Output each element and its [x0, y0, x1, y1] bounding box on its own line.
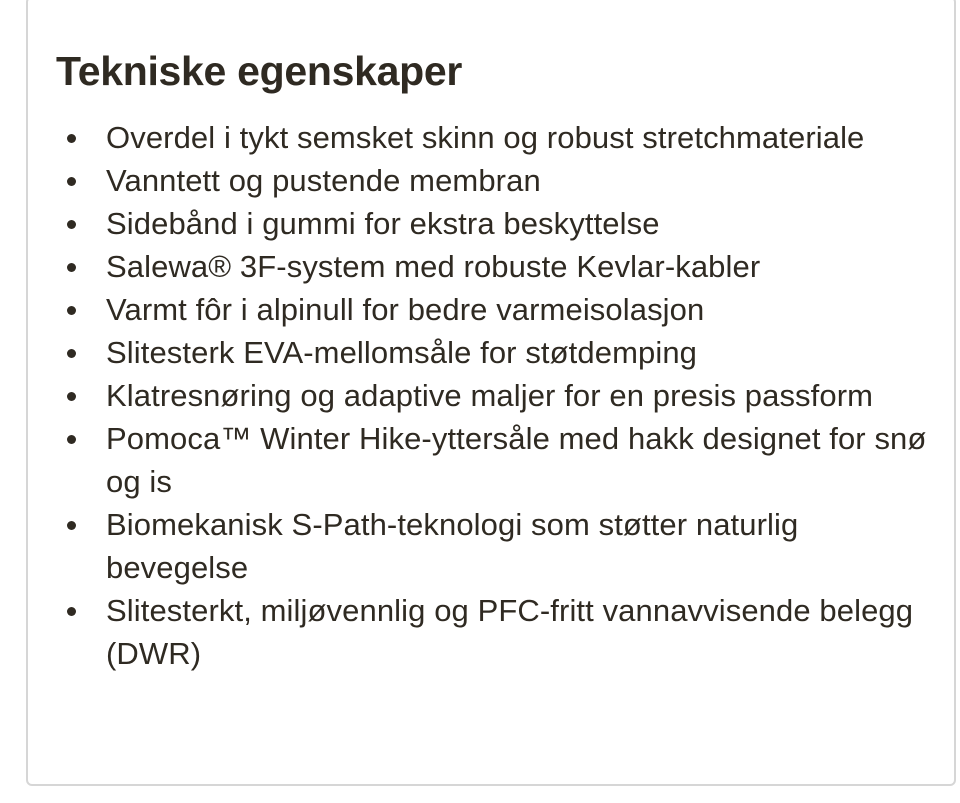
feature-text: Vanntett og pustende membran — [106, 163, 541, 198]
feature-item — [56, 159, 936, 202]
feature-item — [56, 116, 936, 159]
feature-item — [56, 417, 936, 503]
bullet-icon — [67, 521, 76, 530]
bullet-icon — [67, 607, 76, 616]
bullet-icon — [67, 220, 76, 229]
feature-text: Salewa® 3F-system med robuste Kevlar-kabler — [106, 249, 761, 284]
section-title: Tekniske egenskaper — [56, 48, 463, 94]
features-list — [56, 116, 936, 675]
technical-features-card — [26, 0, 956, 786]
bullet-icon — [67, 177, 76, 186]
feature-text: Biomekanisk S-Path-teknologi som støtter naturlig bevegelse — [106, 507, 799, 585]
feature-text: Sidebånd i gummi for ekstra beskyttelse — [106, 206, 660, 241]
bullet-icon — [67, 435, 76, 444]
bullet-icon — [67, 306, 76, 315]
feature-item — [56, 202, 936, 245]
bullet-icon — [67, 392, 76, 401]
feature-text: Overdel i tykt semsket skinn og robust stretchmateriale — [106, 120, 865, 155]
feature-item — [56, 288, 936, 331]
feature-item — [56, 374, 936, 417]
bullet-icon — [67, 263, 76, 272]
feature-text: Varmt fôr i alpinull for bedre varmeisolasjon — [106, 292, 705, 327]
feature-item — [56, 503, 936, 589]
feature-item — [56, 245, 936, 288]
bullet-icon — [67, 349, 76, 358]
feature-item — [56, 331, 936, 374]
feature-item — [56, 589, 936, 675]
feature-text: Klatresnøring og adaptive maljer for en presis passform — [106, 378, 874, 413]
bullet-icon — [67, 134, 76, 143]
feature-text: Slitesterkt, miljøvennlig og PFC-fritt vannavvisende belegg (DWR) — [106, 593, 914, 671]
feature-text: Pomoca™ Winter Hike-yttersåle med hakk designet for snø og is — [106, 421, 927, 499]
feature-text: Slitesterk EVA-mellomsåle for støtdemping — [106, 335, 697, 370]
